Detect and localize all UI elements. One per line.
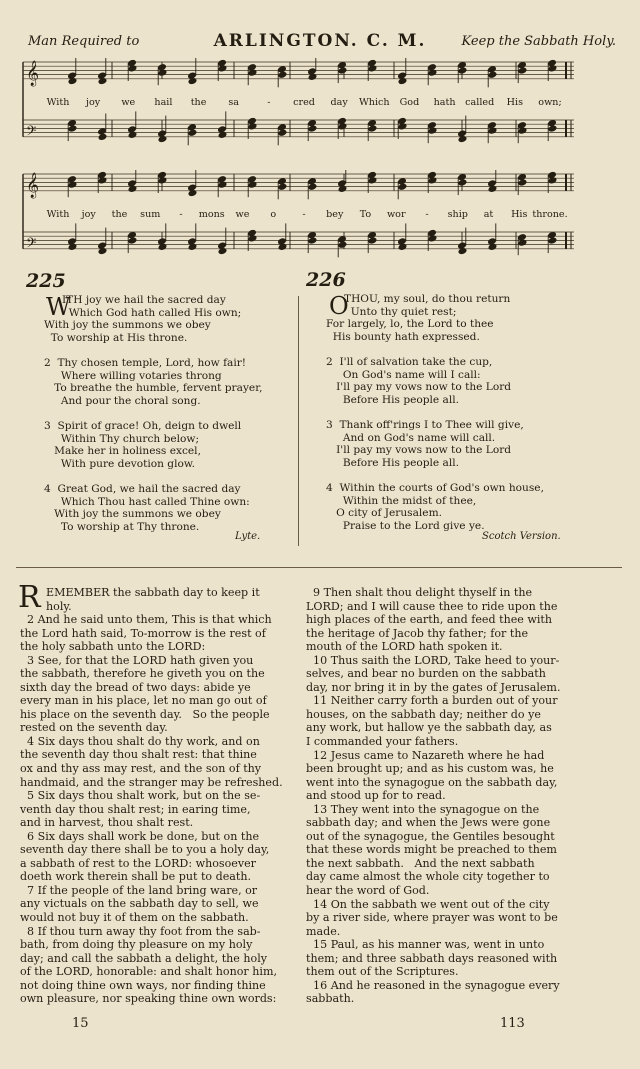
lyric-syllable: called	[465, 97, 495, 108]
text-line: 6 Six days shall work be done, but on the	[20, 829, 260, 843]
lyric-syllable: at	[483, 209, 494, 220]
text-line: Within the midst of thee,	[326, 494, 477, 507]
treble-clef-icon: 𝄞	[26, 172, 40, 198]
text-line: day, nor bring it in by the gates of Jerusalem.	[306, 680, 561, 694]
text-line: the next sabbath. And the next sabbath	[306, 856, 535, 870]
text-line: went into the synagogue on the sabbath day,	[306, 775, 558, 789]
text-line: bath, from doing thy pleasure on my holy	[20, 938, 253, 952]
text-line: To breathe the humble, fervent prayer,	[44, 382, 263, 395]
text-line: 14 On the sabbath we went out of the city	[306, 897, 550, 911]
text-line: any work, but hallow ye the sabbath day, as	[306, 721, 552, 735]
text-line: 15 Paul, as his manner was, went in unto	[306, 938, 545, 952]
lyric-syllable: ship	[447, 209, 468, 220]
bass-clef-icon: 𝄢	[26, 122, 37, 142]
text-line: every man in his place, let no man go out of	[20, 694, 267, 708]
column-divider	[298, 296, 299, 546]
text-line: I'll pay my vows now to the Lord	[326, 444, 512, 457]
lyric-syllable: God	[399, 97, 420, 108]
text-line: Make her in holiness excel,	[44, 445, 201, 458]
text-line: I commanded your fathers.	[306, 735, 459, 749]
hymn-225-text	[44, 294, 262, 533]
text-line: would not buy it of them on the sabbath.	[20, 911, 249, 925]
text-line: To worship at His throne.	[44, 331, 188, 344]
text-line: On God's name will I call:	[326, 368, 481, 381]
text-line: 4 Within the courts of God's own house,	[326, 481, 544, 494]
text-line: THOU, my soul, do thou return	[344, 293, 511, 305]
text-line: 12 Jesus came to Nazareth where he had	[306, 748, 545, 762]
lyric-syllable: wor	[386, 209, 406, 220]
text-line: doeth work therein shall be put to death.	[20, 870, 252, 884]
lyric-syllable: the	[190, 97, 207, 108]
text-line: Before His people all.	[326, 456, 460, 469]
text-line: mouth of the LORD hath spoken it.	[306, 640, 503, 654]
text-line: hear the word of God.	[306, 884, 430, 898]
text-line: that these words might be preached to them	[306, 843, 557, 857]
text-line	[44, 470, 262, 483]
text-line: 9 Then shalt thou delight thyself in the	[306, 586, 533, 599]
lyric-syllable: we	[121, 97, 136, 108]
text-line: sabbath.	[306, 992, 355, 1006]
text-line: And on God's name will call.	[326, 431, 496, 444]
text-line: I'll pay my vows now to the Lord	[326, 381, 512, 394]
text-line: Which God hath called His own;	[62, 306, 242, 319]
lyric-syllable: mons	[198, 209, 225, 220]
text-line: been brought up; and as his custom was, he	[306, 762, 554, 776]
header-left-caption: Man Required to	[28, 34, 140, 49]
text-line	[326, 406, 544, 419]
lyric-syllable: Which	[358, 97, 390, 108]
hymn-225-dropcap: W	[46, 293, 71, 321]
text-line: rested on the seventh day.	[20, 721, 168, 735]
lyric-syllable: sum	[140, 209, 161, 220]
text-line: the holy sabbath unto the LORD:	[20, 640, 206, 654]
hymn-226-dropcap: O	[329, 292, 349, 320]
reading-right-column	[306, 586, 560, 1006]
text-line: handmaid, and the stranger may be refreshed.	[20, 775, 283, 789]
text-line: them; and three sabbath days reasoned with	[306, 951, 558, 965]
music-system-2	[22, 170, 574, 270]
text-line: 3 Spirit of grace! Oh, deign to dwell	[44, 419, 242, 432]
text-line: out of the synagogue, the Gentiles besought	[306, 829, 555, 843]
text-line: 4 Great God, we hail the sacred day	[44, 482, 241, 495]
lyric-syllable: the	[111, 209, 128, 220]
lyric-syllable: -	[179, 209, 183, 220]
text-line: any victuals on the sabbath day to sell, we	[20, 897, 259, 911]
text-line: them out of the Scriptures.	[306, 965, 459, 979]
lyric-syllable: His	[511, 209, 528, 220]
text-line: and stood up for to read.	[306, 789, 446, 803]
text-line: EMEMBER the sabbath day to keep it	[46, 586, 260, 599]
text-line: O city of Jerusalem.	[326, 507, 442, 520]
text-line: the seventh day thou shalt rest: that thine	[20, 748, 257, 762]
lyric-syllable: His	[506, 97, 524, 108]
text-line: not doing thine own ways, nor finding thine	[20, 978, 266, 992]
lyric-syllable: day	[330, 97, 348, 108]
text-line: Where willing votaries throng	[44, 369, 222, 382]
text-line: houses, on the sabbath day; neither do ye	[306, 707, 541, 721]
text-line	[44, 344, 262, 357]
text-line: 8 If thou turn away thy foot from the sab-	[20, 924, 261, 938]
tune-title: ARLINGTON. C. M.	[213, 31, 427, 51]
text-line: Before His people all.	[326, 393, 460, 406]
lyric-syllable: own;	[538, 97, 562, 108]
lyric-syllable: we	[235, 209, 250, 220]
text-line	[326, 343, 544, 356]
lyric-syllable: -	[267, 97, 271, 108]
text-line: 2 And he said unto them, This is that which	[20, 613, 272, 626]
text-line: For largely, lo, the Lord to thee	[326, 318, 494, 331]
text-line: high places of the earth, and feed thee with	[306, 613, 553, 627]
lyric-syllable: -	[425, 209, 429, 220]
hymn-226-author: Scotch Version.	[482, 531, 561, 542]
lyric-syllable: hath	[433, 97, 456, 108]
text-line: sabbath day; and when the Jews were gone	[306, 816, 551, 830]
text-line: Praise to the Lord give ye.	[326, 519, 485, 532]
music-system-1	[22, 58, 574, 158]
header-right-caption: Keep the Sabbath Holy.	[461, 34, 616, 49]
text-line: ITH joy we hail the sacred day	[62, 294, 226, 306]
music-staves-2	[22, 170, 574, 270]
text-line: Within Thy church below;	[44, 432, 200, 445]
lyric-syllable: sa	[228, 97, 240, 108]
lyric-syllable: With	[46, 209, 70, 220]
text-line: the sabbath, therefore he giveth you on the	[20, 667, 265, 681]
text-line: a sabbath of rest to the LORD: whosoever	[20, 856, 256, 870]
hymn-225-author: Lyte.	[235, 531, 261, 542]
text-line: holy.	[46, 599, 72, 613]
text-line: 7 If the people of the land bring ware, or	[20, 883, 258, 897]
text-line: the heritage of Jacob thy father; for the	[306, 626, 529, 640]
text-line: selves, and bear no burden on the sabbath	[306, 667, 546, 681]
text-line: venth day thou shalt rest; in earing time,	[20, 802, 251, 816]
text-line: made.	[306, 924, 341, 938]
lyric-syllable: joy	[86, 97, 101, 108]
text-line: 13 They went into the synagogue on the	[306, 802, 540, 816]
text-line: His bounty hath expressed.	[326, 330, 480, 343]
text-line: 4 Six days thou shalt do thy work, and on	[20, 734, 260, 748]
treble-clef-icon: 𝄞	[26, 60, 40, 86]
lyric-syllable: bey	[326, 209, 344, 220]
hymn-number-225: 225	[26, 270, 66, 292]
text-line: sixth day the bread of two days: abide ye	[20, 680, 251, 694]
text-line	[44, 407, 262, 420]
text-line: of the LORD, honorable: and shalt honor him,	[20, 965, 278, 979]
text-line: 16 And he reasoned in the synagogue every	[306, 978, 560, 992]
text-line: LORD; and I will cause thee to ride upon the	[306, 599, 558, 613]
text-line: by a river side, where prayer was wont to be	[306, 911, 558, 925]
text-line: 2 Thy chosen temple, Lord, how fair!	[44, 356, 247, 369]
reading-opening-verse	[46, 586, 260, 613]
bass-clef-icon: 𝄢	[26, 234, 37, 254]
text-line: 3 Thank off'rings I to Thee will give,	[326, 418, 524, 431]
text-line: ox and thy ass may rest, and the son of thy	[20, 762, 262, 776]
text-line: With joy the summons we obey	[44, 319, 211, 332]
text-line: Unto thy quiet rest;	[344, 305, 457, 318]
page-header	[24, 31, 616, 54]
text-line: And pour the choral song.	[44, 394, 201, 407]
lyric-syllable: hail	[154, 97, 173, 108]
text-line: day; and call the sabbath a delight, the holy	[20, 951, 268, 965]
text-line: 10 Thus saith the LORD, Take heed to your-	[306, 653, 560, 667]
hymn-number-226: 226	[306, 269, 346, 291]
text-line	[326, 469, 544, 482]
signature-mark: 15	[72, 1016, 89, 1031]
lyric-syllable: throne.	[532, 209, 568, 220]
text-line: day came almost the whole city together to	[306, 870, 550, 884]
reading-left-column	[20, 613, 283, 1006]
text-line: With pure devotion glow.	[44, 457, 196, 470]
text-line: 11 Neither carry forth a burden out of your	[306, 694, 558, 708]
text-line: seventh day there shall be to you a holy day,	[20, 843, 270, 857]
lyric-syllable: joy	[81, 209, 96, 220]
text-line: 3 See, for that the LORD hath given you	[20, 653, 254, 667]
lyric-syllable: -	[302, 209, 306, 220]
text-line: the Lord hath said, To-morrow is the rest of	[20, 626, 266, 640]
hymn-226-text	[326, 293, 544, 532]
text-line: his place on the seventh day. So the people	[20, 707, 270, 721]
text-line: To worship at Thy throne.	[44, 520, 200, 533]
text-line: 5 Six days thou shalt work, but on the se-	[20, 789, 261, 803]
text-line: 2 I'll of salvation take the cup,	[326, 355, 493, 368]
text-line: With joy the summons we obey	[44, 508, 221, 521]
text-line: Which Thou hast called Thine own:	[44, 495, 250, 508]
reading-dropcap: R	[18, 580, 41, 615]
lyric-syllable: cred	[293, 97, 315, 108]
lyric-syllable: To	[359, 209, 372, 220]
section-rule	[16, 567, 622, 568]
page-number: 113	[500, 1016, 525, 1031]
music-staves-1	[22, 58, 574, 158]
lyric-syllable: o	[270, 209, 277, 220]
text-line: and in harvest, thou shalt rest.	[20, 816, 194, 830]
lyric-syllable: With	[46, 97, 70, 108]
text-line: own pleasure, nor speaking thine own words:	[20, 992, 277, 1006]
